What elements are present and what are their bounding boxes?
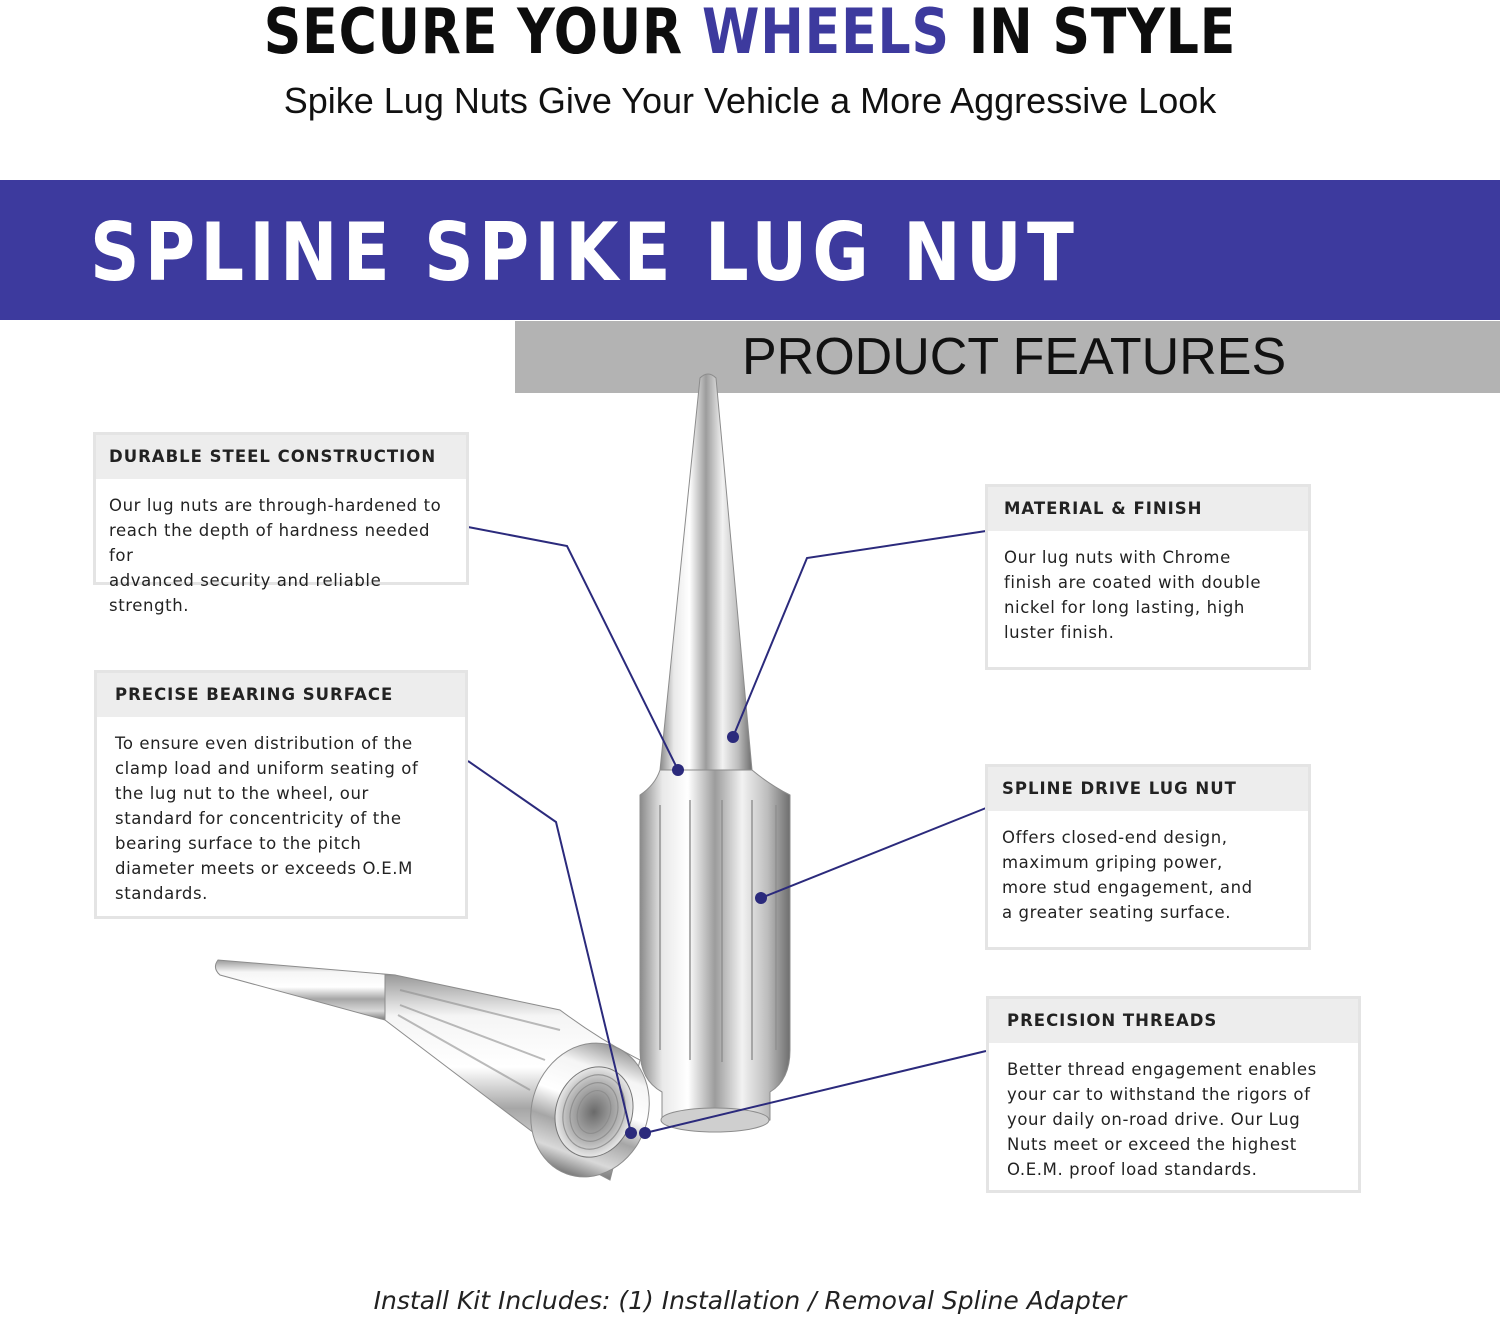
feature-text: Offers closed-end design, maximum griping power, more stud engagement, and a greater seating surface. bbox=[1002, 828, 1253, 922]
feature-text: Our lug nuts are through-hardened to reach the depth of hardness needed for advanced security and reliable strength. bbox=[109, 496, 442, 615]
headline-part-2: IN STYLE bbox=[949, 0, 1237, 68]
product-title: SPLINE SPIKE LUG NUT bbox=[90, 206, 1080, 299]
install-kit-note: Install Kit Includes: (1) Installation / Removal Spline Adapter bbox=[373, 1286, 1127, 1315]
headline-part-1: SECURE YOUR bbox=[263, 0, 702, 68]
callout-dot-bearing bbox=[625, 1127, 637, 1139]
feature-title: PRECISION THREADS bbox=[989, 999, 1358, 1043]
feature-card-spline bbox=[985, 764, 1311, 950]
feature-title: SPLINE DRIVE LUG NUT bbox=[988, 767, 1308, 811]
feature-card-bearing bbox=[94, 670, 468, 919]
feature-card-material bbox=[985, 484, 1311, 670]
feature-title: PRECISE BEARING SURFACE bbox=[97, 673, 465, 717]
callout-dot-spline bbox=[755, 892, 767, 904]
callout-dot-material bbox=[727, 731, 739, 743]
feature-card-threads bbox=[986, 996, 1361, 1193]
callout-dot-threads bbox=[639, 1127, 651, 1139]
features-heading: PRODUCT FEATURES bbox=[742, 328, 1287, 386]
lying-lug-nut bbox=[215, 960, 667, 1194]
headline-accent: WHEELS bbox=[701, 0, 950, 68]
subheadline: Spike Lug Nuts Give Your Vehicle a More Aggressive Look bbox=[283, 80, 1217, 121]
feature-title: MATERIAL & FINISH bbox=[988, 487, 1308, 531]
feature-title: DURABLE STEEL CONSTRUCTION bbox=[96, 435, 466, 479]
leader-line-durable bbox=[468, 527, 678, 770]
leader-line-spline bbox=[761, 808, 986, 898]
feature-text: To ensure even distribution of the clamp load and uniform seating of the lug nut to the wheel, our standard for concentricity of the bearing surface to the pitch diameter meets or exceeds O.E.M standards. bbox=[115, 734, 419, 903]
leader-line-material bbox=[733, 531, 986, 737]
callout-dot-durable bbox=[672, 764, 684, 776]
feature-text: Our lug nuts with Chrome finish are coated with double nickel for long lasting, high luster finish. bbox=[1004, 548, 1262, 642]
upright-lug-nut bbox=[640, 374, 790, 1132]
feature-text: Better thread engagement enables your car to withstand the rigors of your daily on-road drive. Our Lug Nuts meet or exceed the highest O.E.M. proof load standards. bbox=[1007, 1060, 1317, 1179]
feature-card-durable bbox=[93, 432, 469, 615]
